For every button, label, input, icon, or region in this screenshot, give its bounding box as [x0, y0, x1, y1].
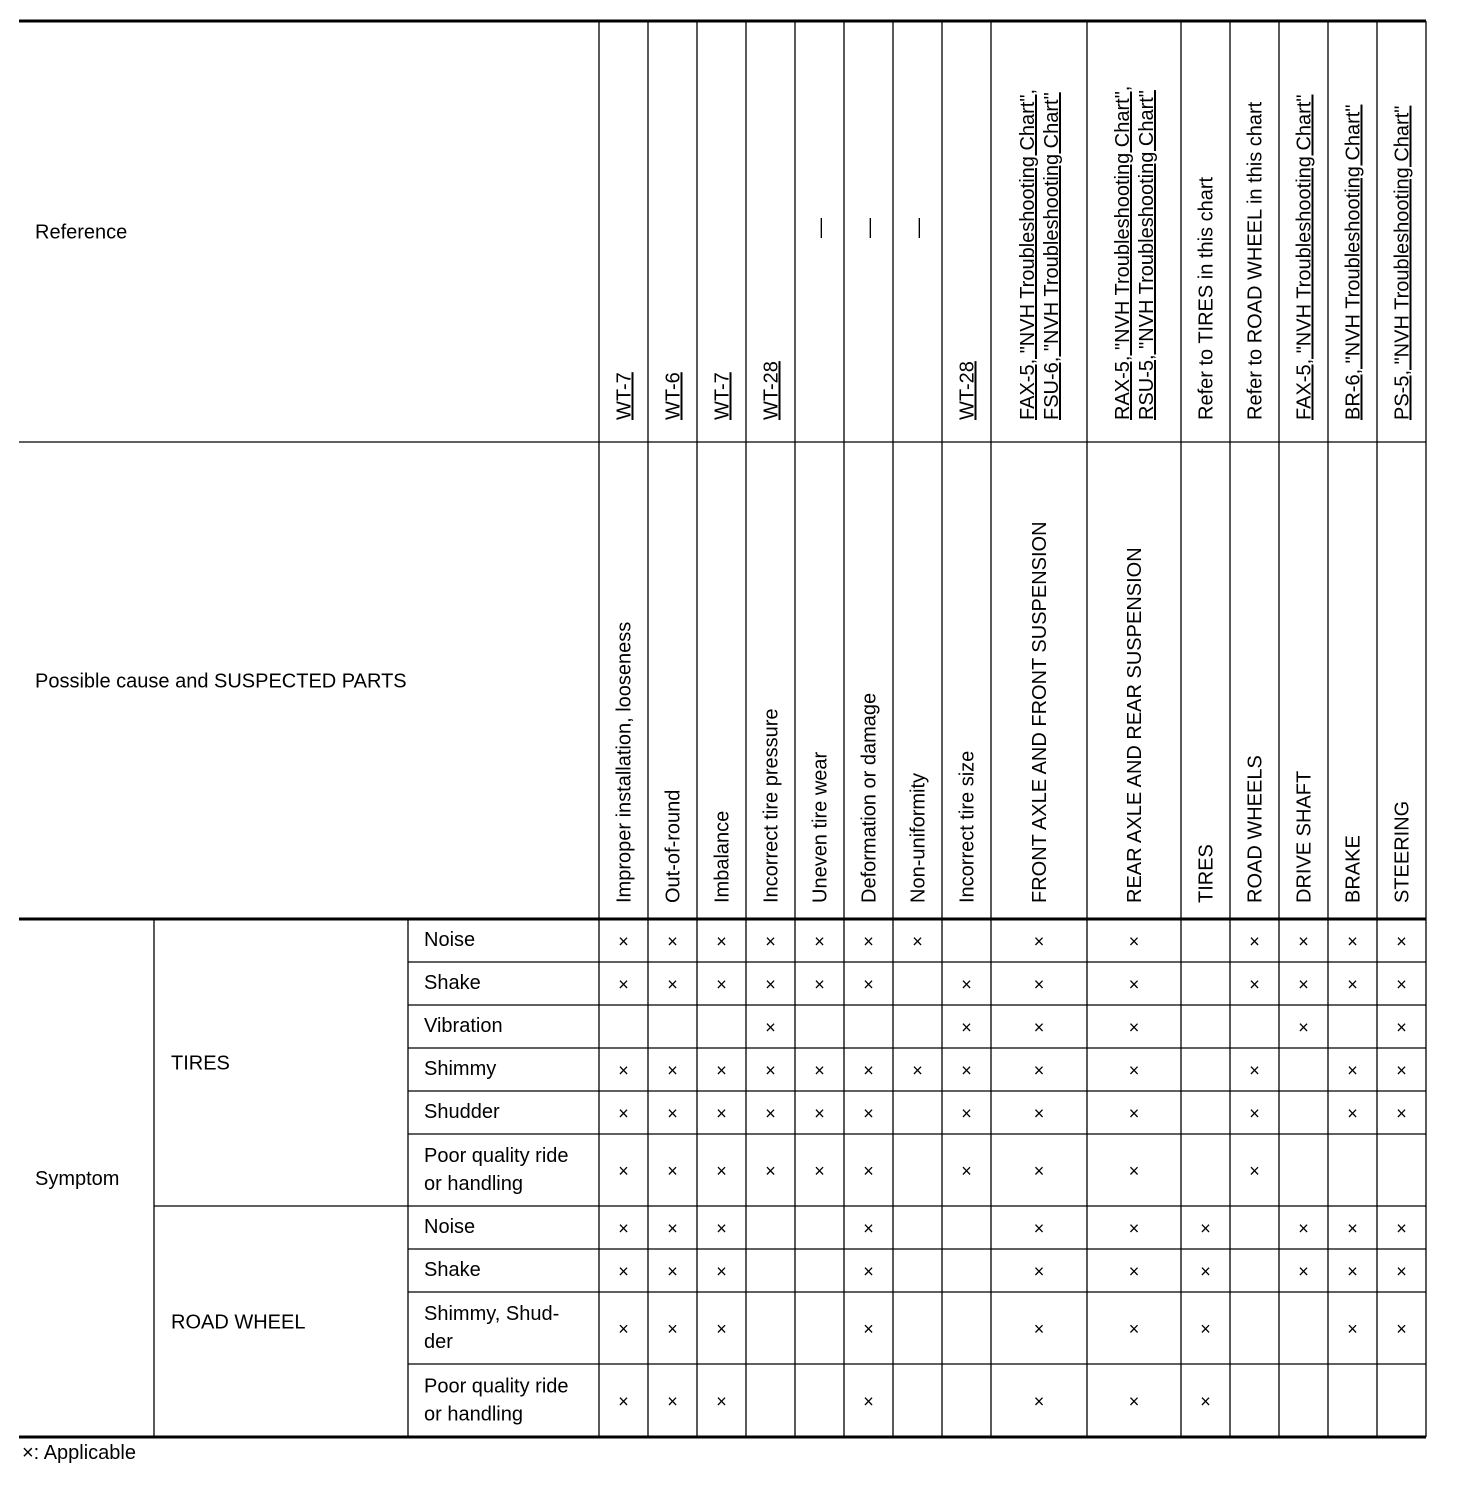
cause-header: STEERING: [1391, 800, 1414, 903]
applicable-mark: ×: [961, 1060, 972, 1081]
applicable-mark: ×: [863, 931, 874, 952]
applicable-mark: ×: [1033, 1218, 1045, 1239]
applicable-mark: ×: [1347, 974, 1358, 995]
applicable-mark: ×: [1128, 1161, 1140, 1181]
symptom-name: Shimmy, Shud-: [424, 1303, 560, 1325]
cause-header: Improper installation, looseness: [613, 621, 636, 903]
applicable-mark: ×: [1347, 1060, 1358, 1081]
reference-label: Reference: [35, 221, 128, 244]
applicable-mark: ×: [1033, 1103, 1045, 1124]
applicable-mark: ×: [863, 1319, 874, 1339]
applicable-mark: ×: [716, 1060, 727, 1081]
applicable-mark: ×: [618, 974, 629, 995]
applicable-mark: ×: [667, 1319, 678, 1339]
cause-header: Incorrect tire size: [956, 750, 979, 903]
applicable-mark: ×: [1249, 931, 1260, 952]
cause-header: REAR AXLE AND REAR SUSPENSION: [1124, 547, 1146, 903]
symptom-name: or handling: [424, 1173, 523, 1195]
applicable-mark: ×: [618, 1391, 629, 1412]
applicable-mark: ×: [618, 1261, 629, 1282]
symptom-name: Shake: [424, 972, 481, 994]
applicable-mark: ×: [1249, 1161, 1260, 1181]
applicable-mark: ×: [716, 1261, 727, 1282]
reference-link[interactable]: WT-6: [662, 372, 685, 420]
symptom-name: Vibration: [424, 1015, 503, 1037]
applicable-mark: ×: [1128, 1218, 1140, 1239]
applicable-mark: ×: [961, 974, 972, 995]
applicable-mark: ×: [1298, 931, 1309, 952]
applicable-mark: ×: [1396, 1261, 1407, 1282]
applicable-mark: ×: [667, 931, 678, 952]
applicable-mark: ×: [618, 1060, 629, 1081]
applicable-mark: ×: [814, 974, 825, 995]
applicable-mark: ×: [716, 1391, 727, 1412]
applicable-mark: ×: [765, 931, 776, 952]
applicable-mark: ×: [814, 1103, 825, 1124]
applicable-mark: ×: [667, 1161, 678, 1181]
applicable-mark: ×: [1249, 1060, 1260, 1081]
applicable-mark: ×: [1396, 931, 1407, 952]
applicable-mark: ×: [1033, 1391, 1045, 1412]
applicable-mark: ×: [667, 1060, 678, 1081]
applicable-mark: ×: [667, 1261, 678, 1282]
group-label: ROAD WHEEL: [171, 1311, 306, 1334]
symptom-name: Noise: [424, 1216, 476, 1238]
applicable-mark: ×: [863, 1391, 874, 1412]
cause-header: TIRES: [1195, 844, 1218, 903]
reference-link[interactable]: FAX-5, "NVH Troubleshooting Chart",: [1017, 88, 1039, 420]
applicable-mark: ×: [1200, 1391, 1211, 1412]
applicable-mark: ×: [716, 974, 727, 995]
applicable-mark: ×: [1396, 1319, 1407, 1339]
applicable-mark: ×: [863, 1103, 874, 1124]
reference-link[interactable]: BR-6, "NVH Troubleshooting Chart": [1342, 104, 1365, 420]
cause-header: FRONT AXLE AND FRONT SUSPENSION: [1029, 521, 1051, 903]
applicable-mark: ×: [1033, 931, 1045, 952]
reference-text: Refer to ROAD WHEEL in this chart: [1244, 101, 1267, 420]
applicable-mark: ×: [863, 1218, 874, 1239]
cause-header: Incorrect tire pressure: [760, 708, 783, 903]
reference-link[interactable]: FSU-6, "NVH Troubleshooting Chart": [1041, 92, 1063, 420]
applicable-mark: ×: [1033, 1319, 1045, 1339]
applicable-mark: ×: [716, 1161, 727, 1181]
applicable-mark: ×: [667, 1218, 678, 1239]
applicable-mark: ×: [618, 1218, 629, 1239]
applicable-mark: ×: [1347, 1103, 1358, 1124]
applicable-mark: ×: [765, 1017, 776, 1038]
applicable-mark: ×: [1128, 1060, 1140, 1081]
symptom-name: der: [424, 1331, 453, 1353]
applicable-mark: ×: [814, 931, 825, 952]
applicable-mark: ×: [1347, 1319, 1358, 1339]
applicable-mark: ×: [716, 1103, 727, 1124]
applicable-mark: ×: [961, 1161, 972, 1181]
applicable-mark: ×: [1347, 931, 1358, 952]
applicable-mark: ×: [1396, 1218, 1407, 1239]
applicable-mark: ×: [1033, 1261, 1045, 1282]
applicable-mark: ×: [618, 1319, 629, 1339]
applicable-mark: ×: [1033, 1017, 1045, 1038]
applicable-mark: ×: [1128, 1261, 1140, 1282]
cause-header: Non-uniformity: [907, 772, 930, 903]
applicable-mark: ×: [1298, 974, 1309, 995]
applicable-mark: ×: [1128, 974, 1140, 995]
applicable-mark: ×: [863, 974, 874, 995]
symptom-name: or handling: [424, 1403, 523, 1426]
reference-dash: —: [809, 218, 832, 238]
applicable-mark: ×: [1128, 931, 1140, 952]
applicable-mark: ×: [1347, 1261, 1358, 1282]
symptom-label: Symptom: [35, 1168, 120, 1190]
applicable-mark: ×: [667, 1391, 678, 1412]
symptom-name: Poor quality ride: [424, 1375, 569, 1398]
reference-dash: —: [858, 218, 881, 238]
reference-text: Refer to TIRES in this chart: [1195, 176, 1218, 420]
applicable-mark: ×: [1128, 1319, 1140, 1339]
applicable-mark: ×: [1298, 1261, 1309, 1282]
applicable-mark: ×: [1396, 974, 1407, 995]
applicable-mark: ×: [814, 1060, 825, 1081]
applicable-mark: ×: [1396, 1060, 1407, 1081]
applicable-mark: ×: [667, 974, 678, 995]
reference-link[interactable]: RAX-5, "NVH Troubleshooting Chart",: [1112, 85, 1134, 420]
applicable-mark: ×: [765, 1060, 776, 1081]
reference-link[interactable]: WT-28: [760, 361, 783, 420]
cause-header: Imbalance: [711, 810, 734, 903]
applicable-mark: ×: [863, 1161, 874, 1181]
cause-header: Deformation or damage: [858, 692, 881, 903]
applicable-mark: ×: [1249, 1103, 1260, 1124]
reference-dash: —: [907, 218, 930, 238]
legend-text: ×: Applicable: [22, 1442, 136, 1464]
applicable-mark: ×: [667, 1103, 678, 1124]
applicable-mark: ×: [716, 1319, 727, 1339]
applicable-mark: ×: [1128, 1103, 1140, 1124]
applicable-mark: ×: [912, 931, 923, 952]
applicable-mark: ×: [863, 1060, 874, 1081]
symptom-name: Shimmy: [424, 1058, 497, 1080]
applicable-mark: ×: [1249, 974, 1260, 995]
reference-link[interactable]: WT-7: [613, 372, 636, 420]
applicable-mark: ×: [765, 1161, 776, 1181]
applicable-mark: ×: [1200, 1218, 1211, 1239]
reference-link[interactable]: PS-5, "NVH Troubleshooting Chart": [1391, 105, 1414, 420]
applicable-mark: ×: [1298, 1218, 1309, 1239]
cause-header: BRAKE: [1342, 835, 1365, 903]
applicable-mark: ×: [863, 1261, 874, 1282]
applicable-mark: ×: [1298, 1017, 1309, 1038]
group-label: TIRES: [171, 1052, 230, 1075]
applicable-mark: ×: [618, 1103, 629, 1124]
cause-header: ROAD WHEELS: [1244, 755, 1267, 903]
cause-header: Out-of-round: [662, 789, 685, 903]
applicable-mark: ×: [765, 974, 776, 995]
reference-link[interactable]: WT-7: [711, 372, 734, 420]
cause-header: Uneven tire wear: [809, 751, 832, 903]
applicable-mark: ×: [814, 1161, 825, 1181]
symptom-name: Poor quality ride: [424, 1145, 569, 1167]
applicable-mark: ×: [1128, 1017, 1140, 1038]
applicable-mark: ×: [618, 931, 629, 952]
reference-link[interactable]: RSU-5, "NVH Troubleshooting Chart": [1136, 90, 1158, 420]
applicable-mark: ×: [1396, 1017, 1407, 1038]
symptom-name: Shudder: [424, 1101, 500, 1123]
reference-link[interactable]: FAX-5, "NVH Troubleshooting Chart": [1293, 94, 1316, 420]
applicable-mark: ×: [1200, 1319, 1211, 1339]
applicable-mark: ×: [765, 1103, 776, 1124]
applicable-mark: ×: [1396, 1103, 1407, 1124]
possible-cause-label: Possible cause and SUSPECTED PARTS: [35, 670, 407, 693]
reference-link[interactable]: WT-28: [956, 361, 979, 420]
applicable-mark: ×: [1033, 1161, 1045, 1181]
symptom-name: Shake: [424, 1259, 481, 1281]
applicable-mark: ×: [1033, 974, 1045, 995]
applicable-mark: ×: [716, 931, 727, 952]
applicable-mark: ×: [716, 1218, 727, 1239]
applicable-mark: ×: [618, 1161, 629, 1181]
applicable-mark: ×: [961, 1103, 972, 1124]
applicable-mark: ×: [961, 1017, 972, 1038]
applicable-mark: ×: [912, 1060, 923, 1081]
applicable-mark: ×: [1128, 1391, 1140, 1412]
applicable-mark: ×: [1347, 1218, 1358, 1239]
applicable-mark: ×: [1033, 1060, 1045, 1081]
cause-header: DRIVE SHAFT: [1293, 770, 1316, 903]
symptom-name: Noise: [424, 929, 476, 951]
applicable-mark: ×: [1200, 1261, 1211, 1282]
